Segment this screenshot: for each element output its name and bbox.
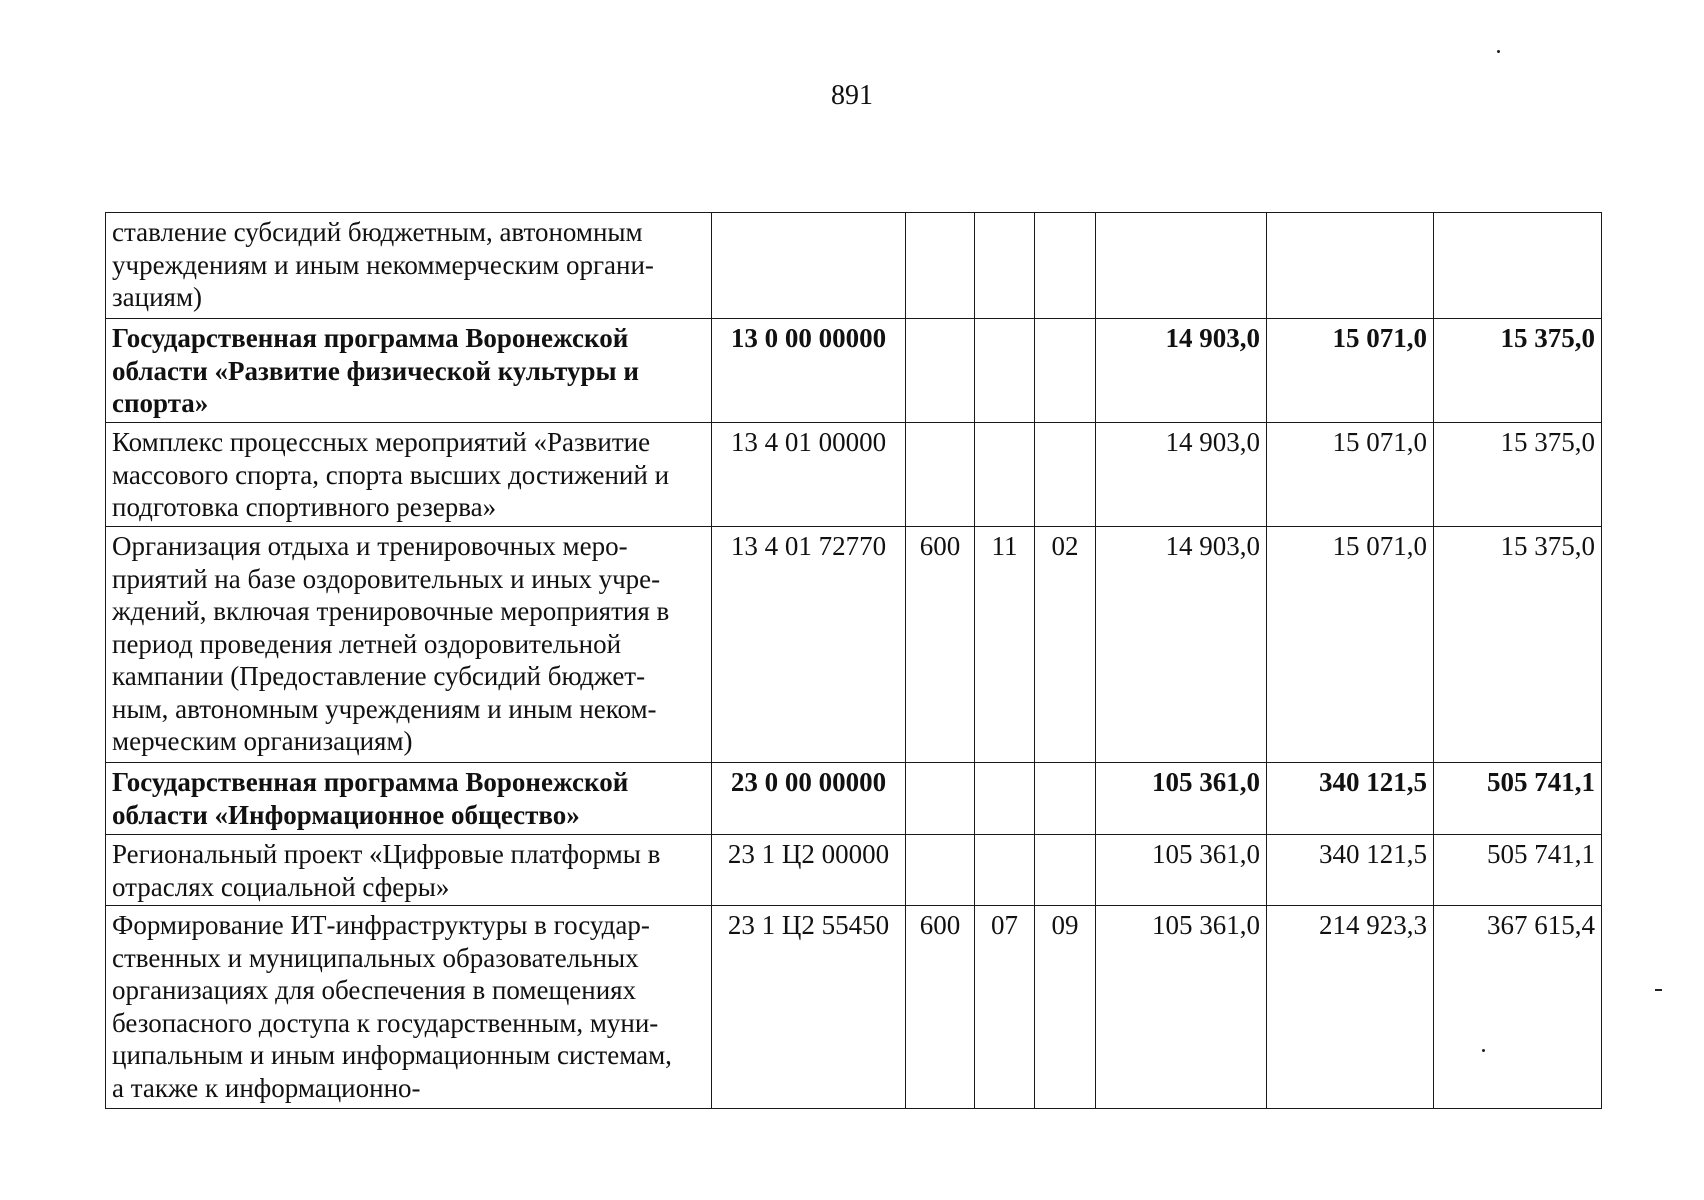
- description-line: Региональный проект «Цифровые платформы в: [112, 839, 661, 869]
- description-line: ципальным и иным информационным системам,: [112, 1040, 672, 1070]
- table-row: [106, 319, 1602, 423]
- description-line: организациях для обеспечения в помещениях: [112, 975, 637, 1005]
- expense-type: [906, 423, 975, 527]
- amount-year2: 214 923,3: [1267, 906, 1434, 1109]
- amount-year2: 15 071,0: [1267, 527, 1434, 763]
- amount-year1: 14 903,0: [1096, 527, 1267, 763]
- expense-type: [906, 213, 975, 319]
- description-line: учреждениям и иным некоммерческим органи-: [112, 249, 654, 280]
- row-description: [106, 213, 712, 319]
- amount-year1: [1096, 213, 1267, 319]
- section: [975, 319, 1035, 423]
- subsection: 09: [1035, 906, 1096, 1109]
- amount-year1: 105 361,0: [1096, 763, 1267, 835]
- target-code: 23 1 Ц2 00000: [712, 835, 906, 906]
- amount-year3: 505 741,1: [1434, 763, 1602, 835]
- target-code: 23 0 00 00000: [712, 763, 906, 835]
- subsection: 02: [1035, 527, 1096, 763]
- target-code: [712, 213, 906, 319]
- expense-type: [906, 835, 975, 906]
- table-row: [106, 763, 1602, 835]
- table-row: [106, 423, 1602, 527]
- subsection: [1035, 835, 1096, 906]
- description-line: период проведения летней оздоровительной: [112, 628, 622, 659]
- amount-year1: 14 903,0: [1096, 319, 1267, 423]
- budget-table: [105, 212, 1602, 1109]
- amount-year2: [1267, 213, 1434, 319]
- section: [975, 423, 1035, 527]
- subsection: [1035, 423, 1096, 527]
- table-row: [106, 906, 1602, 1109]
- description-line: приятий на базе оздоровительных и иных учре-: [112, 563, 661, 594]
- amount-year2: 340 121,5: [1267, 835, 1434, 906]
- section: 07: [975, 906, 1035, 1109]
- description-line: безопасного доступа к государственным, муни-: [112, 1007, 659, 1038]
- scan-speck: [1497, 50, 1500, 53]
- description-line: ждений, включая тренировочные мероприятия в: [112, 596, 670, 626]
- description-line: Государственная программа Воронежской: [112, 767, 629, 797]
- expense-type: [906, 763, 975, 835]
- scan-speck: [1482, 1049, 1485, 1052]
- table-row: [106, 527, 1602, 763]
- description-line: ным, автономным учреждениям и иным неком-: [112, 693, 657, 724]
- amount-year2: 15 071,0: [1267, 423, 1434, 527]
- amount-year3: [1434, 213, 1602, 319]
- amount-year1: 105 361,0: [1096, 835, 1267, 906]
- description-line: мерческим организациям): [112, 726, 413, 756]
- description-line: области «Развитие физической культуры и: [112, 355, 639, 386]
- subsection: [1035, 319, 1096, 423]
- target-code: 13 0 00 00000: [712, 319, 906, 423]
- description-line: ственных и муниципальных образовательных: [112, 942, 639, 973]
- section: [975, 213, 1035, 319]
- description-line: Формирование ИТ-инфраструктуры в государ-: [112, 910, 650, 940]
- row-description: [106, 763, 712, 835]
- description-line: области «Информационное общество»: [112, 799, 580, 830]
- amount-year3: 15 375,0: [1434, 319, 1602, 423]
- section: [975, 763, 1035, 835]
- amount-year2: 340 121,5: [1267, 763, 1434, 835]
- description-line: а также к информационно-: [112, 1072, 421, 1103]
- description-line: массового спорта, спорта высших достижений и: [112, 459, 670, 490]
- page-number: [0, 80, 1704, 112]
- target-code: 13 4 01 00000: [712, 423, 906, 527]
- amount-year2: 15 071,0: [1267, 319, 1434, 423]
- subsection: [1035, 213, 1096, 319]
- description-line: Организация отдыха и тренировочных меро-: [112, 531, 628, 561]
- description-line: зациям): [112, 282, 203, 312]
- description-line: ставление субсидий бюджетным, автономным: [112, 217, 643, 247]
- row-description: [106, 423, 712, 527]
- scan-speck: [1655, 989, 1662, 991]
- table-row: [106, 835, 1602, 906]
- expense-type: 600: [906, 527, 975, 763]
- page-number-text: 891: [831, 80, 873, 111]
- section: 11: [975, 527, 1035, 763]
- row-description: [106, 527, 712, 763]
- target-code: 23 1 Ц2 55450: [712, 906, 906, 1109]
- row-description: [106, 906, 712, 1109]
- row-description: [106, 319, 712, 423]
- description-line: отраслях социальной сферы»: [112, 871, 450, 902]
- subsection: [1035, 763, 1096, 835]
- description-line: кампании (Предоставление субсидий бюджет-: [112, 661, 646, 691]
- expense-type: 600: [906, 906, 975, 1109]
- table-row: [106, 213, 1602, 319]
- expense-type: [906, 319, 975, 423]
- target-code: 13 4 01 72770: [712, 527, 906, 763]
- description-line: Комплекс процессных мероприятий «Развитие: [112, 427, 651, 457]
- row-description: [106, 835, 712, 906]
- description-line: спорта»: [112, 388, 209, 418]
- amount-year3: 15 375,0: [1434, 423, 1602, 527]
- description-line: подготовка спортивного резерва»: [112, 492, 497, 522]
- amount-year3: 367 615,4: [1434, 906, 1602, 1109]
- amount-year3: 15 375,0: [1434, 527, 1602, 763]
- section: [975, 835, 1035, 906]
- amount-year3: 505 741,1: [1434, 835, 1602, 906]
- amount-year1: 14 903,0: [1096, 423, 1267, 527]
- description-line: Государственная программа Воронежской: [112, 323, 629, 353]
- amount-year1: 105 361,0: [1096, 906, 1267, 1109]
